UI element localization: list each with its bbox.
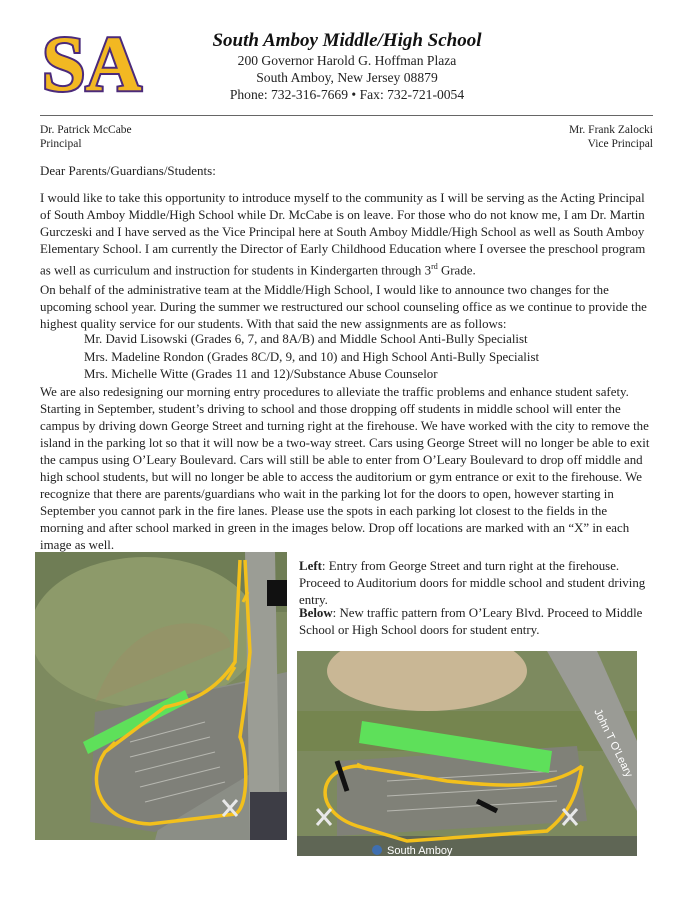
school-name: South Amboy Middle/High School: [212, 30, 482, 51]
paragraph-intro-main: I would like to take this opportunity to introduce myself to the community as I will be serving as the Acting Principal of South Amboy Middle/High School while Dr. McCabe is on leave. For those who do not know me, I am Dr. Martin Gurczeski and I have served as the Vice Principal here at South Amboy Middle/High School as well as South Amboy Elementary School. I am currently the Director of Early Childhood Education where I oversee the preschool program as well as curriculum and instruction for students in Kindergarten through 3: [40, 191, 646, 278]
vice-principal-name: Mr. Frank Zalocki: [569, 124, 653, 136]
caption-below-map: [299, 605, 659, 639]
caption-below-label: Below: [299, 606, 333, 620]
caption-left-text: : Entry from George Street and turn right at the firehouse. Proceed to Auditorium doors for middle school and student driving entry.: [299, 559, 646, 607]
vice-principal-title: Vice Principal: [587, 138, 653, 150]
salutation: Dear Parents/Guardians/Students:: [40, 163, 216, 178]
letterhead: [160, 30, 534, 103]
street-label: John T O'Leary: [591, 707, 635, 780]
address-line-2: South Amboy, New Jersey 08879: [256, 70, 438, 85]
phone-fax: Phone: 732-316-7669 • Fax: 732-721-0054: [229, 87, 465, 102]
caption-left-label: Left: [299, 559, 322, 573]
header-divider: [40, 115, 653, 116]
ordinal-suffix: rd: [431, 262, 438, 271]
assignment-list: [84, 331, 539, 384]
paragraph-intro-end: Grade.: [437, 263, 476, 278]
vice-principal-block: [569, 123, 653, 151]
aerial-map-oleary-blvd: [297, 651, 637, 856]
place-label: South Amboy: [387, 845, 453, 856]
assignment-item: Mr. David Lisowski (Grades 6, 7, and 8A/B) and Middle School Anti-Bully Specialist: [84, 332, 528, 346]
school-logo: [38, 22, 150, 106]
place-pin-icon: [372, 845, 382, 855]
principal-title: Principal: [40, 138, 82, 150]
caption-left-map: [299, 558, 659, 609]
paragraph-intro: [40, 190, 652, 279]
caption-below-text: : New traffic pattern from O’Leary Blvd. Proceed to Middle School or High School doors for student entry.: [299, 606, 643, 637]
address-line-1: 200 Governor Harold G. Hoffman Plaza: [237, 53, 457, 68]
principal-name: Dr. Patrick McCabe: [40, 124, 132, 136]
logo-letters: SA: [42, 22, 142, 106]
paragraph-traffic: We are also redesigning our morning entry procedures to alleviate the traffic problems and enhance student safety. Starting in September, student’s driving to school and those dropping off students in middle school will enter the campus by driving down George Street and turning right at the firehouse. We have worked with the city to remove the island in the parking lot so that it will now be a two-way street. Cars using George Street will no longer be able to exit the campus using O’Leary Boulevard. Cars will still be able to enter from O’Leary Boulevard to drop off middle and high school students, but will no longer be able to access the auditorium or gym entrance or exit to the firehouse. We recognize that there are parents/guardians who wait in the parking lot for the doors to open, however starting in September you cannot park in the fire lanes. Please use the spots in each parking lot closest to the fields in the morning and after school marked in green in the images below. Drop off locations are marked with an “X” in each image as well.: [40, 385, 650, 552]
assignment-item: Mrs. Madeline Rondon (Grades 8C/D, 9, and 10) and High School Anti-Bully Specialist: [84, 349, 540, 364]
paragraph-counseling: On behalf of the administrative team at the Middle/High School, I would like to announce two changes for the upcoming school year. During the summer we restructured our school counseling office as we continue to provide the highest quality service for our students. With that said the new assignments are as follows:: [40, 283, 647, 331]
assignment-item: Mrs. Michelle Witte (Grades 11 and 12)/Substance Abuse Counselor: [84, 367, 438, 381]
aerial-map-george-street: [35, 552, 287, 840]
principal-block: [40, 123, 132, 151]
